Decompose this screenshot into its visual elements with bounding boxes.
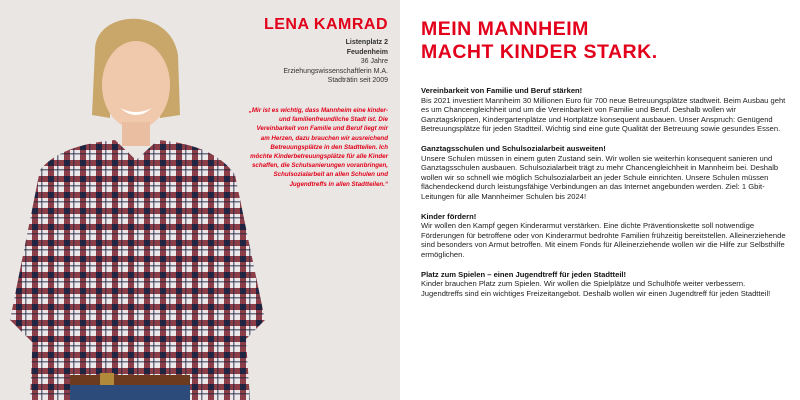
candidate-info	[218, 16, 388, 86]
section-text: Wir wollen den Kampf gegen Kinderarmut verstärken. Eine dichte Präventionskette soll notwendige Förderungen für betroffene oder von Kinderarmut bedrohte Familien frühzeitig bereitstellen. Alleinerziehende sind besonders von Armut betroffen. Mit einem Fonds für Alleinerziehende wollen wir die Hilfe zur Selbsthilfe ermöglichen.	[421, 221, 786, 259]
section-childcare	[421, 86, 787, 134]
list-position: Listenplatz 2	[345, 39, 388, 46]
section-text: Bis 2021 investiert Mannheim 30 Millionen Euro für 700 neue Betreuungsplätze stadtweit. Beim Ausbau geht es um Chancengleichheit und um die Vereinbarkeit von Familie und Beruf. Deshalb wollen wir Ganztagskrippen, Kindergartenplätze und Hortplätze konsequent ausbauen. Unser Anspruch: Genügend Betreuungsplätze für jeden Stadtteil. Wichtig sind eine gute Qualität der Betreuung sowie gesundes Essen.	[421, 95, 786, 134]
program-content	[421, 86, 787, 308]
council-since: Stadträtin seit 2009	[327, 77, 388, 84]
profession: Erziehungswissenschaftlerin M.A.	[283, 67, 388, 75]
section-text: Kinder brauchen Platz zum Spielen. Wir wollen die Spielplätze und Schulhöfe weiter verbessern. Jugendtreffs sind ein wichtiges Freizeitangebot. Deshalb wollen wir einen Jugendtreff für jeden Stadtteil!	[421, 279, 771, 298]
section-title: Ganztagsschulen und Schulsozialarbeit ausweiten!	[421, 143, 606, 153]
section-title: Kinder fördern!	[421, 211, 477, 221]
age: 36 Jahre	[360, 58, 388, 65]
headline-line-2: MACHT KINDER STARK.	[421, 41, 658, 63]
section-youth-centers	[421, 270, 787, 299]
district: Feudenheim	[346, 48, 388, 56]
candidate-details	[218, 38, 388, 86]
program-panel	[400, 0, 800, 400]
candidate-quote: „Mir ist es wichtig, dass Mannheim eine kinder- und familienfreundliche Stadt ist. Die Vereinbarkeit von Familie und Beruf liegt mir am Herzen, dazu brauchen wir ausreichend Betreuungsplätze in den Stadtteilen. Ich möchte Kinderbetreuungsplätze für alle Kinder schaffen, die Schulsanierungen voranbringen, Schulsozialarbeit an allen Schulen und Jugendtreffs in allen Stadtteilen.“	[248, 107, 388, 188]
headline-line-1: MEIN MANNHEIM	[421, 18, 589, 40]
section-schools	[421, 144, 787, 202]
section-title: Platz zum Spielen – einen Jugendtreff für jeden Stadtteil!	[421, 269, 627, 279]
headline	[421, 18, 658, 64]
section-text: Unsere Schulen müssen in einem guten Zustand sein. Wir wollen sie weiterhin konsequent sanieren und Ganztagsschulen ausbauen. Schulsozialarbeit trägt zu mehr Chancengleichheit in Mannheim bei. Deshalb wollen wir so schnell wie möglich Schulsozialarbeit an jeder Schule einrichten. Unsere Schulen müssen flächendeckend durch leistungsfähige Verbindungen an das Internet angebunden werden. Ziel: 1 Gbit-Leitungen für alle Mannheimer Schulen bis 2024!	[421, 153, 779, 201]
section-child-support	[421, 212, 787, 260]
candidate-name: LENA KAMRAD	[263, 16, 388, 33]
section-title: Vereinbarkeit von Familie und Beruf stärken!	[421, 86, 583, 95]
